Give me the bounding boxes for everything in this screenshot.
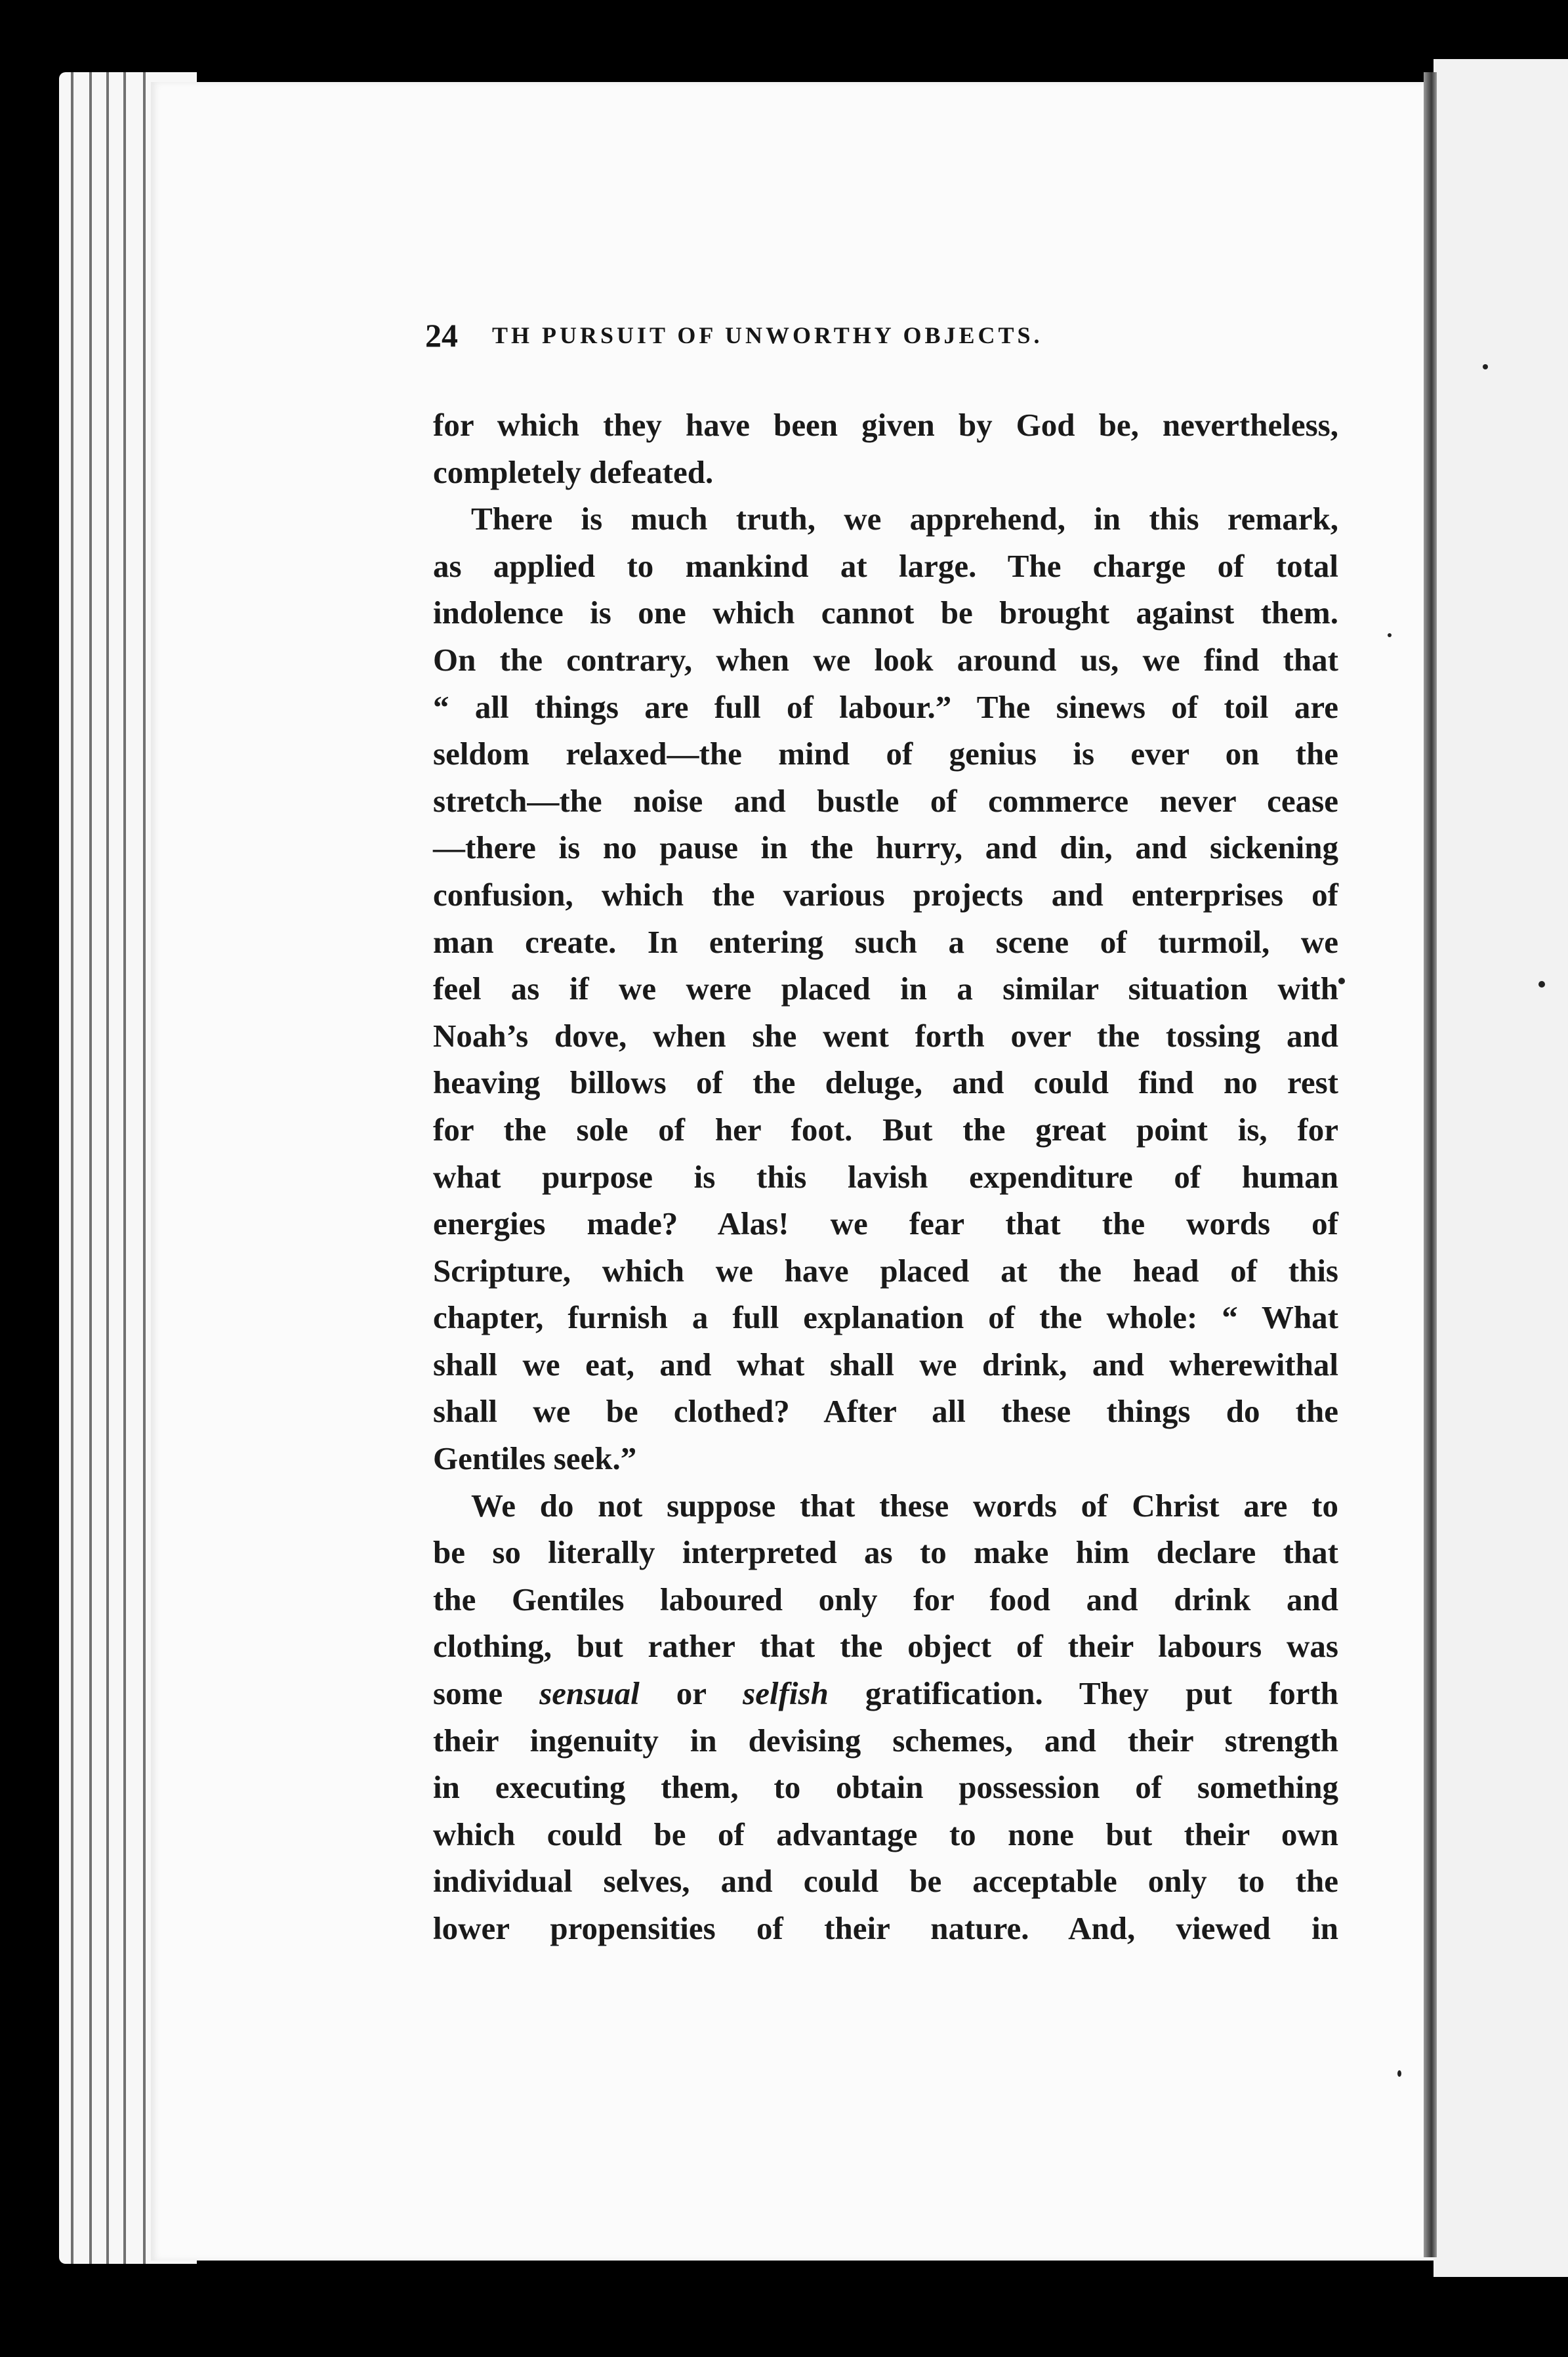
- text-line: Gentiles seek.”: [433, 1440, 637, 1477]
- text-line: individual selves, and could be acceptable only to the: [433, 1863, 1338, 1900]
- text-line: Noah’s dove, when she went forth over the tossing and: [433, 1017, 1338, 1054]
- text-line: for the sole of her foot. But the great point is, for: [433, 1111, 1338, 1148]
- text-line: shall we eat, and what shall we drink, and wherewithal: [433, 1346, 1338, 1383]
- italic-word: sensual: [539, 1675, 640, 1712]
- text-line: confusion, which the various projects and enterprises of: [433, 876, 1338, 913]
- text-line: “ all things are full of labour.” The sinews of toil are: [433, 688, 1338, 725]
- text-line: indolence is one which cannot be brought against them.: [433, 594, 1338, 631]
- page-gutter: [1424, 72, 1437, 2257]
- text-line: the Gentiles laboured only for food and drink and: [433, 1581, 1338, 1617]
- text-line: in executing them, to obtain possession of something: [433, 1769, 1338, 1806]
- page-number: 24: [425, 317, 458, 354]
- text-line: what purpose is this lavish expenditure of human: [433, 1158, 1338, 1195]
- text-line: which could be of advantage to none but their own: [433, 1816, 1338, 1852]
- text-line: be so literally interpreted as to make him declare that: [433, 1534, 1338, 1571]
- text-line: stretch—the noise and bustle of commerce never cease: [433, 782, 1338, 819]
- body-text: [433, 402, 1338, 1952]
- text-line: On the contrary, when we look around us, we find that: [433, 641, 1338, 678]
- text-line: completely defeated.: [433, 453, 714, 490]
- running-head: [425, 316, 1278, 362]
- text-line: as applied to mankind at large. The charge of total: [433, 547, 1338, 584]
- text-line: man create. In entering such a scene of turmoil, we: [433, 923, 1338, 960]
- text-line: energies made? Alas! we fear that the words of: [433, 1205, 1338, 1242]
- text-line: clothing, but rather that the object of their labours was: [433, 1628, 1338, 1665]
- text-line: their ingenuity in devising schemes, and their strength: [433, 1722, 1338, 1759]
- text-line-with-italics: [433, 1670, 1338, 1717]
- text-line: chapter, furnish a full explanation of the whole: “ What: [433, 1299, 1338, 1336]
- text-line: There is much truth, we apprehend, in this remark,: [471, 501, 1338, 537]
- text-line: for which they have been given by God be, nevertheless,: [433, 407, 1338, 443]
- text-line: Scripture, which we have placed at the head of this: [433, 1252, 1338, 1289]
- text-line: We do not suppose that these words of Christ are to: [471, 1487, 1338, 1524]
- text-fragment: gratification. They put forth: [865, 1675, 1339, 1712]
- italic-word: selfish: [743, 1675, 829, 1712]
- text-word: some: [433, 1675, 503, 1712]
- text-line: shall we be clothed? After all these things do the: [433, 1393, 1338, 1430]
- running-head-title: TH PURSUIT OF UNWORTHY OBJECTS.: [492, 322, 1043, 348]
- text-line: lower propensities of their nature. And, viewed in: [433, 1910, 1338, 1946]
- text-line: heaving billows of the deluge, and could find no rest: [433, 1064, 1338, 1101]
- text-line: —there is no pause in the hurry, and din, and sickening: [433, 829, 1338, 866]
- facing-page-sliver: [1434, 59, 1568, 2277]
- text-line: feel as if we were placed in a similar situation with: [433, 970, 1338, 1007]
- text-word: or: [676, 1675, 707, 1712]
- text-line: seldom relaxed—the mind of genius is ever on the: [433, 736, 1338, 772]
